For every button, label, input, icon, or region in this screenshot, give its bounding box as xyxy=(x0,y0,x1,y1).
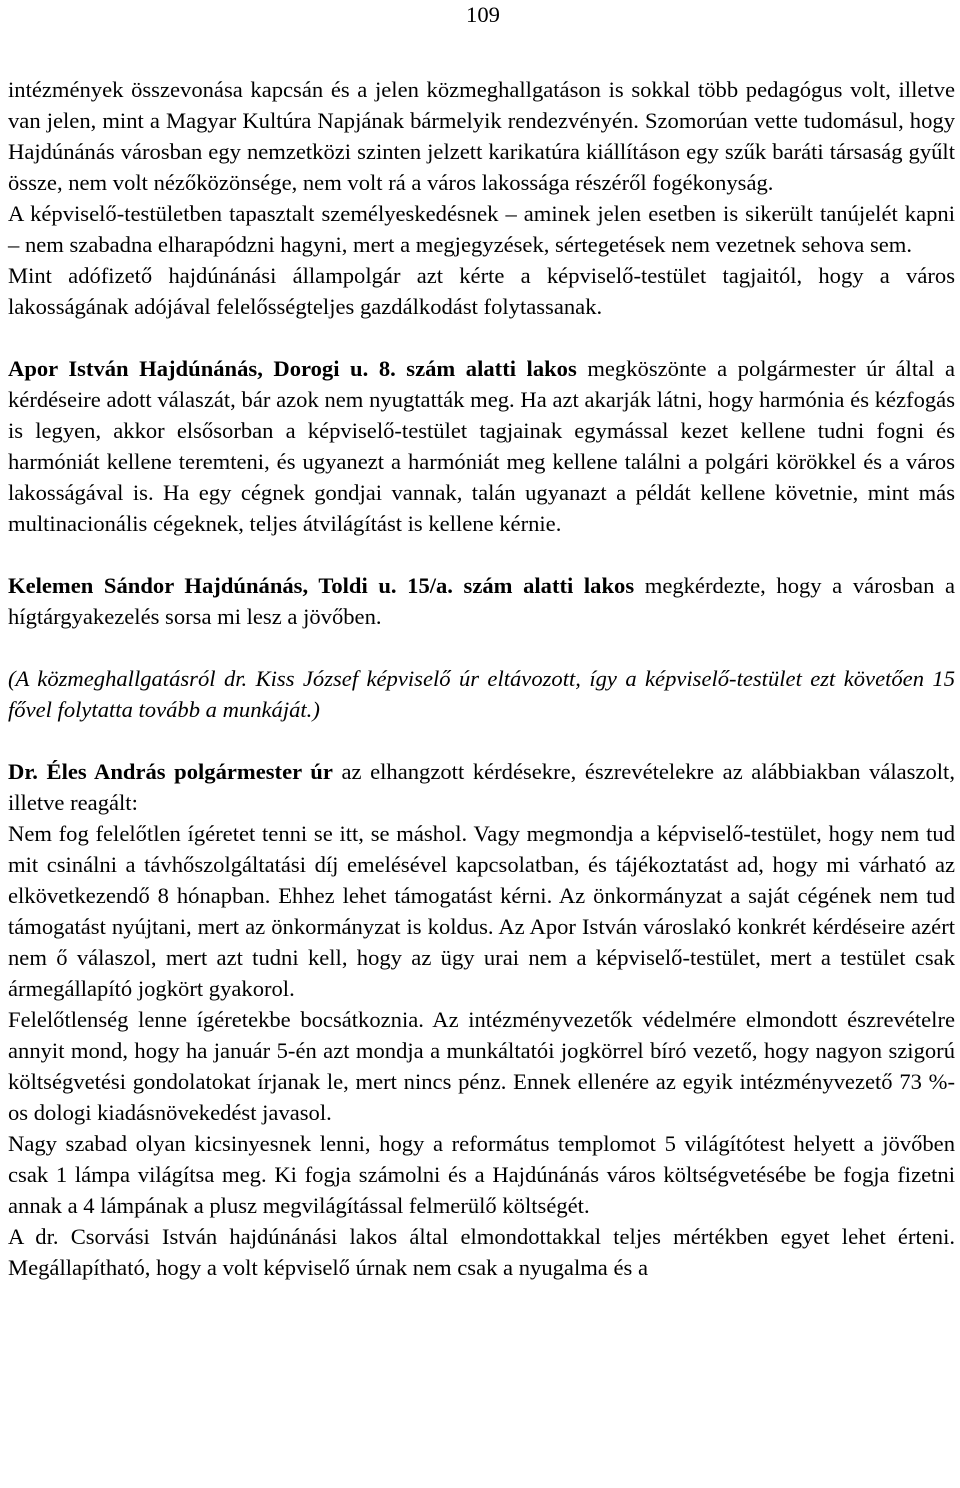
paragraph-kelemen-sandor xyxy=(8,570,955,632)
paragraph-apor-istvan xyxy=(8,353,955,539)
speaker-name: Dr. Éles András polgármester úr xyxy=(8,759,333,784)
paragraph-felelotlen-igeret: Nem fog felelőtlen ígéretet tenni se itt, se máshol. Vagy megmondja a képviselő-testület, hogy nem tud mit csinálni a távhőszolgáltatási díj emelésével kapcsolatban, és tájékoztatást ad, hogy mi várható az elkövetkezendő 8 hónapban. Ehhez lehet támogatást kérni. Az önkormányzat a saját cégének nem tud támogatást nyújtani, mert az önkormányzat is koldus. Az Apor István városlakó konkrét kérdéseire azért nem ő válaszol, mert azt tudni kell, hogy az ügy urai nem a képviselő-testület, mert a testület csak ármegállapító jogkört gyakorol. xyxy=(8,821,955,1001)
paragraph-csorvasi-istvan: A dr. Csorvási István hajdúnánási lakos által elmondottakkal teljes mértékben egyet lehet érteni. Megállapítható, hogy a volt képviselő úrnak nem csak a nyugalma és a xyxy=(8,1224,955,1280)
paragraph-italic-note xyxy=(8,663,955,725)
speaker-text: megkérdezte, hogy a városban a hígtárgyakezelés sorsa mi lesz a jövőben. xyxy=(8,573,956,629)
speaker-name: Kelemen Sándor Hajdúnánás, Toldi u. 15/a. szám alatti lakos xyxy=(8,573,635,598)
speaker-text: megköszönte a polgármester úr által a kérdéseire adott válaszát, bár azok nem nyugtatták meg. Ha azt akarják látni, hogy harmónia és kézfogás is legyen, akkor elsősorban a képviselő-testület tagjainak egymással kezet kellene tudni fogni és harmóniát kellene teremteni, és ugyanezt a harmóniát meg kellene találni a polgári körökkel és a város lakosságával is. Ha egy cégnek gondjai vannak, talán ugyanazt a példát kellene követnie, mint más multinacionális cégeknek, teljes átvilágítást is kellene kérnie. xyxy=(8,356,955,536)
speaker-name: Apor István Hajdúnánás, Dorogi u. 8. szám alatti lakos xyxy=(8,356,577,381)
italic-note-text: (A közmeghallgatásról dr. Kiss József képviselő úr eltávozott, így a képviselő-testület ezt követően 15 fővel folytatta tovább a munkáját.) xyxy=(8,666,955,722)
paragraph-szemelyeskedes: A képviselő-testületben tapasztalt személyeskedésnek – aminek jelen esetben is sikerült tanújelét kapni – nem szabadna elharapódzni hagyni, mert a megjegyzések, sértegetések nem vezetnek sehova sem. xyxy=(8,201,955,257)
paragraph-intezmenyvezetok: Felelőtlenség lenne ígéretekbe bocsátkoznia. Az intézményvezetők védelmére elmondott észrevételre annyit mond, hogy ha január 5-én azt mondja a munkáltatói jogkörrel bíró vezető, hogy nagyon szigorú költségvetési gondolatokat írjanak le, mert nincs pénz. Ennek ellenére az egyik intézményvezető 73 %-os dologi kiadásnövekedést javasol. xyxy=(8,1007,955,1125)
body-text xyxy=(8,74,955,1283)
page-number: 109 xyxy=(466,2,500,27)
speaker-text: az elhangzott kérdésekre, észrevételekre az alábbiakban válaszolt, illetve reagált: xyxy=(8,759,955,815)
paragraph-karikatura: intézmények összevonása kapcsán és a jelen közmeghallgatáson is sokkal több pedagógus volt, illetve van jelen, mint a Magyar Kultúra Napjának bármelyik rendezvényén. Szomorúan vette tudomásul, hogy Hajdúnánás városban egy nemzetközi szinten jelzett karikatúra kiállításon egy szűk baráti társaság gyűlt össze, nem volt nézőközönsége, nem volt rá a város lakossága részéről fogékonyság. xyxy=(8,77,955,195)
paragraph-reformatus-templom: Nagy szabad olyan kicsinyesnek lenni, hogy a református templomot 5 világítótest helyett a jövőben csak 1 lámpa világítsa meg. Ki fogja számolni és a Hajdúnánás város költségvetésébe be fogja fizetni annak a 4 lámpának a plusz megvilágítással felmerülő költségét. xyxy=(8,1131,955,1218)
paragraph-adofizeto: Mint adófizető hajdúnánási állampolgár azt kérte a képviselő-testület tagjaitól, hogy a város lakosságának adójával felelősségteljes gazdálkodást folytassanak. xyxy=(8,263,955,319)
paragraph-eles-andras xyxy=(8,756,955,818)
